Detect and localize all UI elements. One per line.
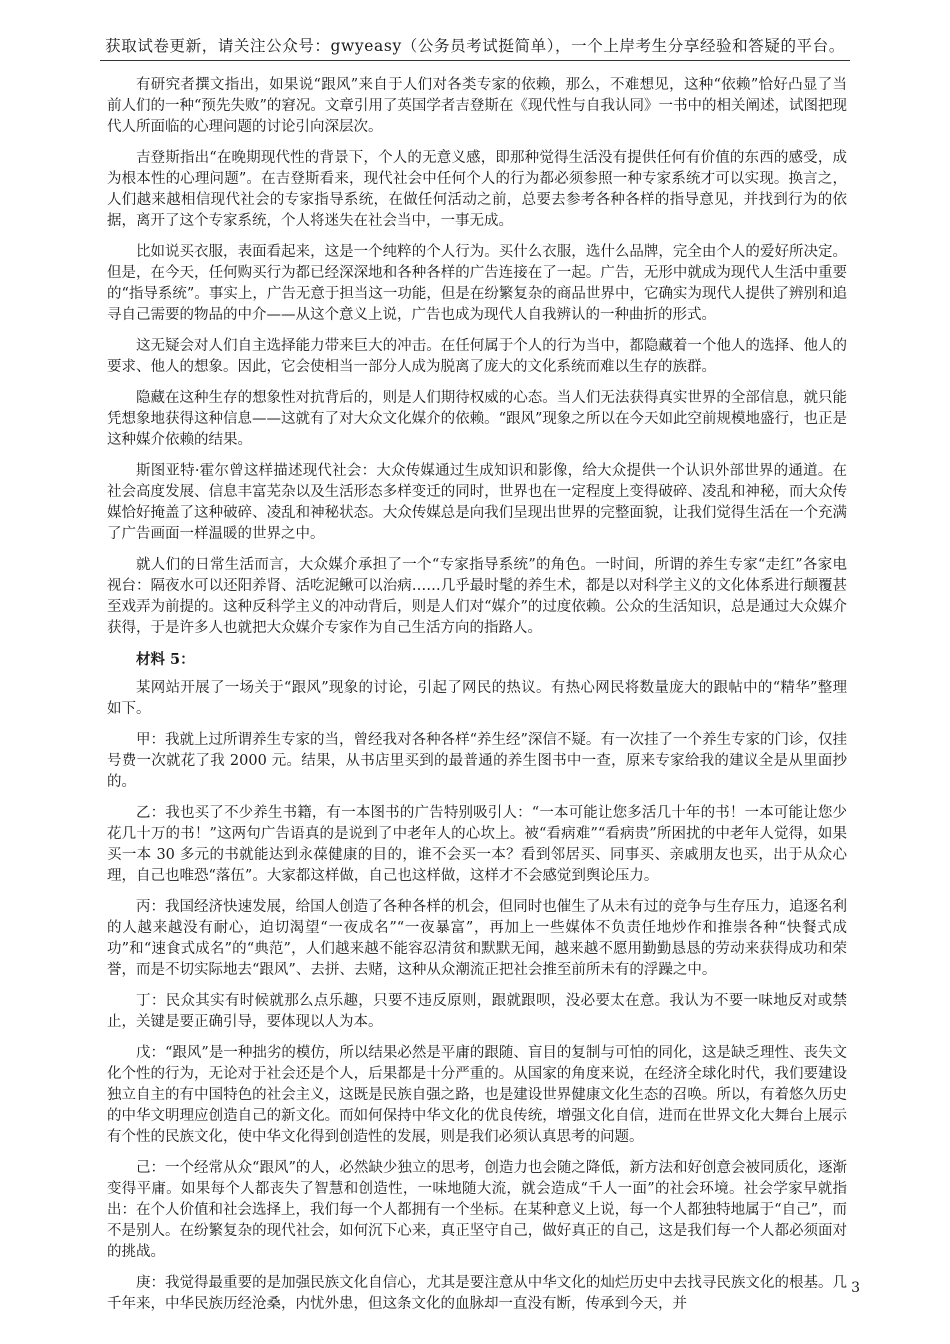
body-paragraph: 这无疑会对人们自主选择能力带来巨大的冲击。在任何属于个人的行为当中，都隐藏着一个他人的选择、他人的要求、他人的想象。因此，它会使相当一部分人成为脱离了庞大的文化系统而难以生存的族群。 <box>107 338 847 375</box>
comment-geng: 庚：我觉得最重要的是加强民族文化自信心，尤其是要注意从中华文化的灿烂历史中去找寻民族文化的根基。几千年来，中华民族历经沧桑，内忧外患，但这条文化的血脉却一直没有断，传承到今天，并 <box>107 1275 847 1312</box>
page-header: 获取试卷更新，请关注公众号：gwyeasy（公务员考试挺简单），一个上岸考生分享经验和答疑的平台。 <box>105 37 845 55</box>
comment-ding: 丁：民众其实有时候就那么点乐趣，只要不违反原则，跟就跟呗，没必要太在意。我认为不要一味地反对或禁止，关键是要正确引导，要体现以人为本。 <box>107 993 847 1030</box>
header-divider <box>100 60 850 61</box>
body-paragraph: 就人们的日常生活而言，大众媒介承担了一个“专家指导系统”的角色。一时间，所谓的养生专家“走红”各家电视台：隔夜水可以还阳养肾、活吃泥鳅可以治病……几乎最时髦的养生术，都是以对科学主义的文化体系进行颠覆甚至戏弄为前提的。这种反科学主义的冲动背后，则是人们对“媒介”的过度依赖。公众的生活知识，总是通过大众媒介获得，于是许多人也就把大众媒介专家作为自己生活方向的指路人。 <box>107 557 847 636</box>
comment-yi: 乙：我也买了不少养生书籍，有一本图书的广告特别吸引人：“一本可能让您多活几十年的书！一本可能让您少花几十万的书！”这两句广告语真的是说到了中老年人的心坎上。被“看病难”“看病贵”所困扰的中老年人觉得，如果买一本 30 多元的书就能达到永葆健康的目的，谁不会买一本？看到邻居买、同事买、亲戚朋友也买，出于从众心理，自己也唯恐“落伍”。大家都这样做，自己也这样做，这样才不会感觉到舆论压力。 <box>107 805 847 884</box>
body-paragraph: 吉登斯指出“在晚期现代性的背景下，个人的无意义感，即那种觉得生活没有提供任何有价值的东西的感受，成为根本性的心理问题”。在吉登斯看来，现代社会中任何个人的行为都必须参照一种专家系统才可以实现。换言之，人们越来越相信现代社会的专家指导系统，在做任何活动之前，总要去参考各种各样的指导意见，并找到行为的依据，离开了这个专家系统，个人将迷失在社会当中，一事无成。 <box>107 150 847 229</box>
comment-wu: 戊：“跟风”是一种拙劣的模仿，所以结果必然是平庸的跟随、盲目的复制与可怕的同化，这是缺乏理性、丧失文化个性的行为，无论对于社会还是个人，后果都是十分严重的。从国家的角度来说，在经济全球化时代，我们要建设独立自主的有中国特色的社会主义，这既是民族自强之路，也是建设世界健康文化生态的召唤。所以，有着悠久历史的中华文明理应创造自己的新文化。而如何保持中华文化的优良传统，增强文化自信，进而在世界文化大舞台上展示有个性的民族文化，使中华文化得到创造性的发展，则是我们必须认真思考的问题。 <box>107 1045 847 1145</box>
comment-bing: 丙：我国经济快速发展，给国人创造了各种各样的机会，但同时也催生了从未有过的竞争与生存压力，追逐名利的人越来越没有耐心，迫切渴望“一夜成名”“一夜暴富”，再加上一些媒体不负责任地炒作和推崇各种“快餐式成功”和“速食式成名”的“典范”，人们越来越不能容忍清贫和默默无闻，越来越不愿用勤勤恳恳的劳动来获得成功和荣誉，而是不切实际地去“跟风”、去拼、去赌，这种从众潮流正把社会推至前所未有的浮躁之中。 <box>107 899 847 978</box>
body-paragraph: 斯图亚特·霍尔曾这样描述现代社会：大众传媒通过生成知识和影像，给大众提供一个认识外部世界的通道。在社会高度发展、信息丰富芜杂以及生活形态多样变迁的同时，世界也在一定程度上变得破碎、凌乱和神秘，而大众传媒恰好掩盖了这种破碎、凌乱和神秘状态。大众传媒总是向我们呈现出世界的完整面貌，让我们觉得生活在一个充满了广告画面一样温暖的世界之中。 <box>107 463 847 542</box>
body-paragraph: 比如说买衣服，表面看起来，这是一个纯粹的个人行为。买什么衣服，选什么品牌，完全由个人的爱好所决定。但是，在今天，任何购买行为都已经深深地和各种各样的广告连接在了一起。广告，无形中就成为现代人生活中重要的“指导系统”。事实上，广告无意于担当这一功能，但是在纷繁复杂的商品世界中，它确实为现代人提供了辨别和追寻自己需要的物品的中介——从这个意义上说，广告也成为现代人自我辨认的一种曲折的形式。 <box>107 244 847 323</box>
comment-jia: 甲：我就上过所谓养生专家的当，曾经我对各种各样“养生经”深信不疑。有一次挂了一个养生专家的门诊，仅挂号费一次就花了我 2000 元。结果，从书店里买到的最普通的养生图书中一查，原来专家给我的建议全是从里面抄的。 <box>107 732 847 790</box>
page-number: 3 <box>851 1280 860 1296</box>
body-paragraph: 有研究者撰文指出，如果说“跟风”来自于人们对各类专家的依赖，那么，不难想见，这种“依赖”恰好凸显了当前人们的一种“预先失败”的窘况。文章引用了英国学者吉登斯在《现代性与自我认同》一书中的相关阐述，试图把现代人所面临的心理问题的讨论引向深层次。 <box>107 77 847 135</box>
material-5-intro: 某网站开展了一场关于“跟风”现象的讨论，引起了网民的热议。有热心网民将数量庞大的跟帖中的“精华”整理如下。 <box>107 680 847 717</box>
body-paragraph: 隐藏在这种生存的想象性对抗背后的，则是人们期待权威的心态。当人们无法获得真实世界的全部信息，就只能凭想象地获得这种信息——这就有了对大众文化媒介的依赖。“跟风”现象之所以在今天如此空前规模地盛行，也正是这种媒介依赖的结果。 <box>107 390 847 448</box>
material-5-title: 材料 5： <box>136 651 195 668</box>
document-body <box>107 75 847 1325</box>
comment-ji: 己：一个经常从众“跟风”的人，必然缺少独立的思考，创造力也会随之降低，新方法和好创意会被同质化，逐渐变得平庸。如果每个人都丧失了智慧和创造性，一味地随大流，就会造成“千人一面”的社会环境。社会学家早就指出：在个人价值和社会选择上，我们每一个人都拥有一个坐标。在某种意义上说，每一个人都独特地属于“自己”，而不是别人。在纷繁复杂的现代社会，如何沉下心来，真正坚守自己，做好真正的自己，这是我们每一个人都必须面对的挑战。 <box>107 1160 847 1260</box>
